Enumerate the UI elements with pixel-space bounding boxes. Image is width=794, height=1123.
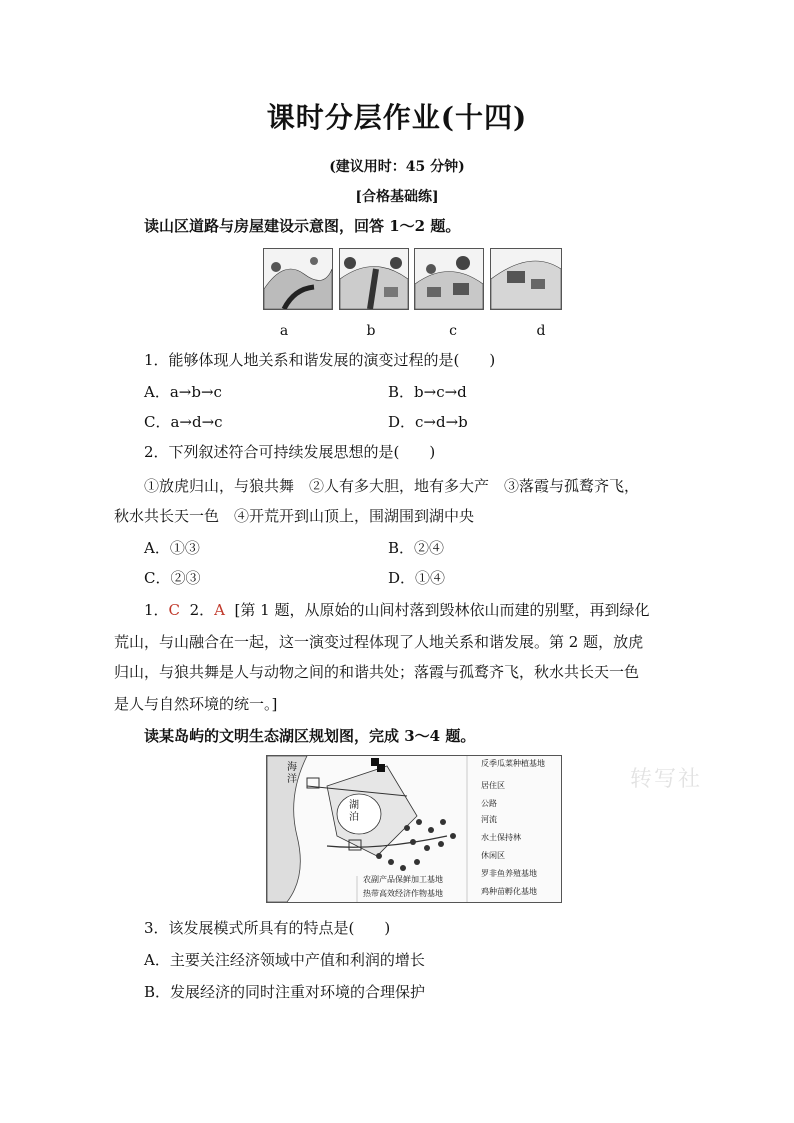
image-label-d: d [536,323,546,339]
answer-explanation-1: [第 1 题，从原始的山间村落到毁林依山而建的别墅，再到绿化 [234,601,650,619]
answer-number-2: 2． [189,601,215,619]
legend-item-2: 居住区 [481,781,505,790]
question-2-option-a[interactable]: A．①③ [144,539,200,557]
answer-line-1 [144,600,649,620]
answer-line-2: 荒山，与山融合在一起，这一演变过程体现了人地关系和谐发展。第 2 题，放虎 [114,633,644,651]
legend-bottom-1: 农副产品保鲜加工基地 [363,875,443,884]
question-3-option-b[interactable]: B．发展经济的同时注重对环境的合理保护 [144,983,426,1001]
legend-item-3: 公路 [481,799,497,808]
legend-bottom-2: 热带高效经济作物基地 [363,889,443,898]
watermark: 转写社 [630,767,703,792]
answer-choice-1: C [168,601,181,619]
image-label-b: b [366,323,376,339]
landscape-image-d [490,248,562,310]
legend-item-8: 鸡种苗孵化基地 [481,887,537,896]
map-label-sea: 海洋 [287,762,297,785]
landscape-image-a [263,248,333,310]
question-2-option-b[interactable]: B．②④ [388,539,445,557]
question-3-stem: 3．该发展模式所具有的特点是( ) [144,919,391,937]
question-1-stem: 1．能够体现人地关系和谐发展的演变过程的是( ) [144,351,496,369]
legend-item-1: 反季瓜菜种植基地 [481,759,545,768]
legend-item-4: 河流 [481,815,497,824]
question-2-option-d[interactable]: D．①④ [388,569,446,587]
map-label-lake: 湖泊 [349,800,359,823]
question-2-stem: 2．下列叙述符合可持续发展思想的是( ) [144,443,436,461]
question-3-option-a[interactable]: A．主要关注经济领域中产值和利润的增长 [144,951,425,969]
time-hint: (建议用时：45 分钟) [329,159,465,175]
answer-line-3: 归山，与狼共舞是人与动物之间的和谐共处；落霞与孤鹜齐飞，秋水共长天一色 [114,663,640,681]
answer-number-1: 1． [144,601,169,619]
legend-item-6: 休闲区 [481,851,505,860]
intro-1: 读山区道路与房屋建设示意图，回答 1～2 题。 [144,217,461,235]
legend-item-5: 水土保持林 [481,833,521,842]
landscape-image-c [414,248,484,310]
page-title: 课时分层作业(十四) [266,101,528,134]
question-1-option-a[interactable]: A．a→b→c [144,383,222,401]
question-1-option-c[interactable]: C．a→d→c [144,413,223,431]
question-2-line-1: ①放虎归山，与狼共舞 ②人有多大胆，地有多大产 ③落霞与孤鹜齐飞， [144,477,640,495]
image-label-a: a [279,323,289,339]
question-2-line-2: 秋水共长天一色 ④开荒开到山顶上，围湖围到湖中央 [114,507,475,525]
landscape-image-b [339,248,409,310]
legend-item-7: 罗非鱼养殖基地 [481,869,537,878]
intro-2: 读某岛屿的文明生态湖区规划图，完成 3～4 题。 [144,727,476,745]
question-1-option-b[interactable]: B．b→c→d [388,383,467,401]
image-label-c: c [449,323,457,339]
section-header: [合格基础练] [355,189,439,205]
answer-line-4: 是人与自然环境的统一。] [114,695,278,713]
answer-choice-2: A [214,601,225,619]
question-1-option-d[interactable]: D．c→d→b [388,413,468,431]
eco-lake-map [266,755,562,903]
question-2-option-c[interactable]: C．②③ [144,569,201,587]
